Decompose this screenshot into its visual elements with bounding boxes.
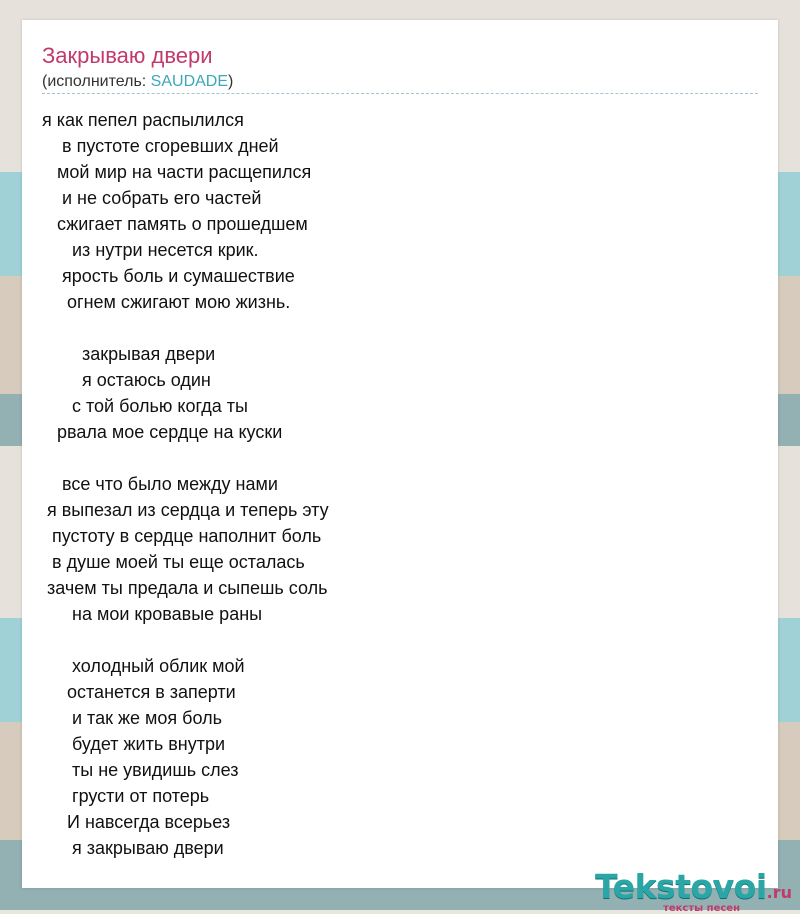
artist-prefix: (исполнитель: (42, 73, 151, 90)
artist-suffix: ) (228, 73, 234, 90)
brand-name: Tekstovoi (595, 867, 767, 906)
brand-tagline: тексты песен (663, 903, 740, 914)
divider (42, 93, 758, 94)
brand-tld: .ru (766, 883, 792, 902)
song-title: Закрываю двери (42, 43, 213, 68)
brand-logo[interactable] (595, 867, 792, 914)
lyrics-card (22, 20, 778, 888)
artist-link[interactable]: SAUDADE (150, 73, 229, 90)
lyrics-text: я как пепел распылился в пустоте сгоревших дней мой мир на части расщепился и не собрать его частей сжигает память о прошедшем из нутри несется крик. ярость боль и сумашествие огнем сжигают мою жизнь. закрывая двери я остаюсь один с той болью когда ты рвала мое сердце на куски все что было между нами я выпезал из сердца и теперь эту пустоту в сердце наполнит боль в душе моей ты еще осталась зачем ты предала и сыпешь соль на мои кровавые раны холодный облик мой останется в заперти и так же моя боль будет жить внутри ты не увидишь слез грусти от потерь И навсегда всерьез я закрываю двери (42, 110, 329, 858)
artist-line (42, 73, 233, 91)
